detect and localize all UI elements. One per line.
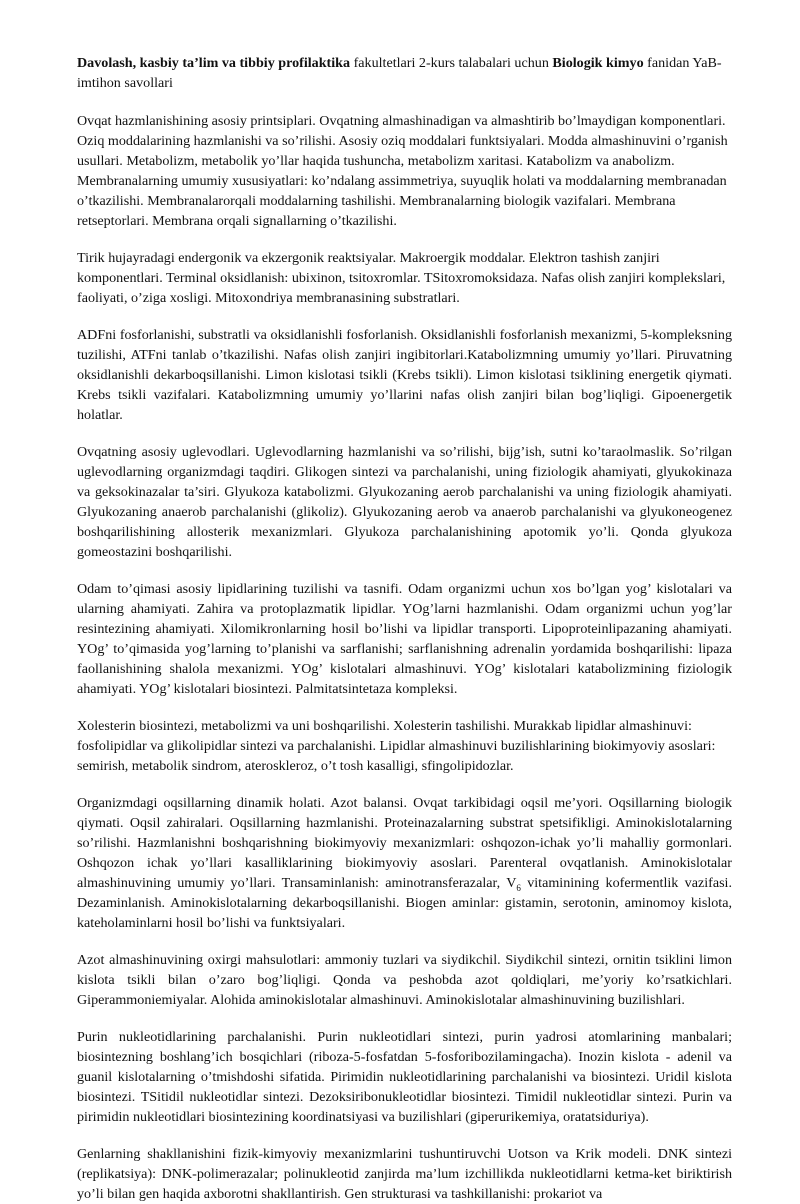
paragraph-respiration-chain: Tirik hujayradagi endergonik va ekzergonik reaktsiyalar. Makroergik moddalar. Elektron tashish zanjiri komponentlari. Terminal oksidlanish: ubixinon, tsitoxromlar. TSitoxromoksidaza. Nafas olish zanjiri komplekslari, faoliyati, o’ziga xosligi. Mitoxondriya membranasining substratlari. [77,250,726,306]
document-heading [77,53,732,93]
paragraph-digestion: Ovqat hazmlanishining asosiy printsiplari. Ovqatning almashinadigan va almashtirib bo’lmaydigan komponentlari. Oziq moddalarining hazmlanishi va so’rilishi. Asosiy oziq moddalari funktsiyalari. Modda almashinuvini o’rganish usullari. Metabolizm, metabolik yo’llar haqida tushuncha, metabolizm xaritasi. Katabolizm va anabolizm. Membranalarning umumiy xususiyatlari: ko’ndalang assimmetriya, suyuqlik holati va moddalarning membranadan o’tkazilishi. Membranalarorqali moddalarning tashilishi. Membranalarning biologik vazifalari. Membrana retseptorlari. Membrana orqali signallarning o’tkazilishi. [77,113,728,229]
paragraph-lipids: Odam to’qimasi asosiy lipidlarining tuzilishi va tasnifi. Odam organizmi uchun xos bo’lgan yog’ kislotalari va ularning ahamiyati. Zahira va protoplazmatik lipidlar. YOg’larni hazmlanishi. Odam organizmi uchun yog’lar resintezining ahamiyati. Xilomikronlarning hosil bo’lishi va lipidlar transporti. Lipoproteinlipazaning ahamiyati. YOg’ to’qimasida yog’larning to’planishi va sarflanishi; sarflanishning adrenalin yordamida boshqarilishi: lipaza faollanishining shalola mexanizmi. YOg’ kislotalari almashinuvi. YOg’ kislotalari katabolizmining fiziologik ahamiyati. YOg’ kislotalari biosintezi. Palmitatsintetaza kompleksi. [77,581,732,697]
heading-tail: fanidan YaB-imtihon savollari [77,55,722,91]
paragraph-nitrogen: Azot almashinuvining oxirgi mahsulotlari: ammoniy tuzlari va siydikchil. Siydikchil sintezi, ornitin tsiklini limon kislota tsikli bilan o’zaro bog’liqligi. Qonda va peshobda azot qoldiqlari, me’yoriy ko’rsatkichlari. Giperammoniemiyalar. Alohida aminokislotalar almashinuvi. Aminokislotalar almashinuvining buzilishlari. [77,952,732,1008]
subject-name: Biologik kimyo [552,55,644,71]
paragraph-proteins [77,793,732,933]
vitamin-subscript: 6 [516,882,521,893]
faculties-name: Davolash, kasbiy ta’lim va tibbiy profilaktika [77,55,351,71]
proteins-text-b: vitaminining kofermentlik vazifasi. Dezaminlanish. Aminokislotalarning dekarboqsillanishi. Biogen aminlar: gistamin, serotonin, aminomoy kislota, kateholaminlarni hosil bo’lishi va funktsiyalari. [77,875,732,931]
proteins-text-a: Organizmdagi oqsillarning dinamik holati. Azot balansi. Ovqat tarkibidagi oqsil me’yori. Oqsillarning biologik qiymati. Oqsil zahiralari. Oqsillarning hazmlanishi. Proteinazalarning substrat spetsifikligi. Aminokislotalarning so’rilishi. Hazmlanishni boshqarishning biokimyoviy mexanizmlari: oshqozon-ichak yo’li mahalliy gormonlari. Oshqozon ichak yo’llari kasalliklarining biokimyoviy asoslari. Parenteral ovqatlanish. Aminokislotalar almashinuvining umumiy yo’llari. Transaminlanish: aminotransferazalar, V [77,795,732,891]
paragraph-phosphorylation: ADFni fosforlanishi, substratli va oksidlanishli fosforlanish. Oksidlanishli fosforlanish mexanizmi, 5-kompleksning tuzilishi, ATFni tanlab o’tkazilishi. Nafas olish zanjiri ingibitorlari.Katabolizmning umumiy yo’llari. Piruvatning oksidlanishli dekarboqsillanishi. Limon kislotasi tsikli (Krebs tsikli). Limon kislotasi tsiklining energetik qiymati. Krebs tsikli vazifalari. Katabolizmning umumiy yo’llarini nafas olish zanjiri bilan bog’liqligi. Gipoenergetik holatlar. [77,327,732,423]
paragraph-cholesterol: Xolesterin biosintezi, metabolizmi va uni boshqarilishi. Xolesterin tashilishi. Murakkab lipidlar almashinuvi: fosfolipidlar va glikolipidlar sintezi va parchalanishi. Lipidlar almashinuvi buzilishlarining biokimyoviy asoslari: semirish, metabolik sindrom, ateroskleroz, o’t tosh kasalligi, sfingolipidozlar. [77,718,716,774]
paragraph-carbohydrates: Ovqatning asosiy uglevodlari. Uglevodlarning hazmlanishi va so’rilishi, bijg’ish, sutni ko’taraolmaslik. So’rilgan uglevodlarning organizmdagi taqdiri. Glikogen sintezi va parchalanishi, uning fiziologik ahamiyati, glyukokinaza va geksokinazalar ta’siri. Glyukoza katabolizmi. Glyukozaning aerob parchalanishi va uning fiziologik ahamiyati. Glyukozaning anaerob parchalanishi (glikoliz). Glyukozaning aerob va anaerob parchalanishi va glyukoneogenez boshqarilishining allosterik mexanizmlari. Glyukoza parchalanishining apotomik yo’li. Qonda glyukoza gomeostazini boshqarilishi. [77,444,732,560]
paragraph-nucleotides: Purin nukleotidlarining parchalanishi. Purin nukleotidlari sintezi, purin yadrosi atomlarining manbalari; biosintezning boshlang’ich bosqichlari (riboza-5-fosfatdan 5-fosforibozilamingacha). Inozin kislota - adenil va guanil kislotalarning o’tmishdoshi sifatida. Pirimidin nukleotidlarining parchalanishi va biosintezi. Uridil kislota biosintezi. TSitidil nukleotidlar sintezi. Dezoksiribonukleotidlar biosintezi. Timidil nukleotidlar sintezi. Purin va pirimidin nukleotidlari biosintezining koordinatsiyasi va buzilishlari (giperurikemiya, oratatsiduriya). [77,1029,732,1125]
heading-middle: fakultetlari 2-kurs talabalari uchun [350,55,553,71]
paragraph-genes: Genlarning shakllanishini fizik-kimyoviy mexanizmlarini tushuntiruvchi Uotson va Krik modeli. DNK sintezi (replikatsiya): DNK-polimerazalar; polinukleotid zanjirda ma’lum izchillikda nukleotidlarni ketma-ket biriktirish yo’li bilan gen haqida axborotni shakllantirish. Gen strukturasi va tashkillanishi: prokariot va [77,1146,732,1202]
